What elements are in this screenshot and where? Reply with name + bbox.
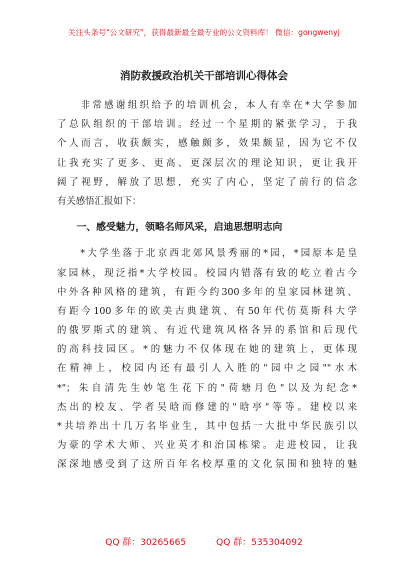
paragraph-campus — [57, 244, 357, 474]
qq-group-1: QQ 群：30265665 — [105, 538, 187, 548]
text-line: *大学坐落于北京西北郊风景秀丽的*园，*园原本是皇 — [57, 248, 357, 260]
text-line: 深深地感受到了这所百年名校厚重的文化氛围和独特的魅 — [57, 459, 357, 471]
document-body — [57, 96, 357, 475]
text-line: 有距今100多年的欧美古典建筑、有50年代仿莫斯科大学 — [57, 305, 357, 317]
text-line: 的高科技园区。*的魅力不仅体现在她的建筑上，更体现 — [57, 344, 357, 356]
text-line: 的俄罗斯式的建筑、有近代建筑风格各异的系馆和后现代 — [57, 325, 357, 337]
text-line: 杰出的校友、学者吴晗而修建的"晗亭"等等。建校以来 — [57, 401, 357, 413]
qq-group-2: QQ 群：535304092 — [216, 538, 303, 548]
text-line: 在精神上，校园内还有最引人入胜的"园中之园""水木 — [57, 363, 357, 375]
text-line: *"；朱自清先生妙笔生花下的"荷塘月色"以及为纪念* — [57, 382, 357, 394]
paragraph-intro — [57, 96, 357, 211]
text-line: 为豪的学术大师、兴业英才和治国栋梁。走进校园，让我 — [57, 440, 357, 452]
text-line: 有关感悟汇报如下： — [57, 195, 142, 207]
text-line: 了总队组织的干部培训。经过一个星期的紧张学习，于我 — [57, 119, 357, 131]
text-line: 让我充实了更多、更高、更深层次的理论知识，更让我开 — [57, 157, 357, 169]
text-line: 个人而言，收获颇实，感触颇多，效果颇显，因为它不仅 — [57, 138, 357, 150]
header-banner: 关注头条号"公文研究"，获得最新最全最专业的公文资料库！ 微信：gongwenyj — [68, 28, 340, 37]
text-line: 家园林，现泛指*大学校园。校园内错落有致的屹立着古今 — [57, 267, 357, 279]
text-line: *共培养出十几万名毕业生，其中包括一大批中华民族引以 — [57, 421, 357, 432]
document-title: 消防救援政治机关干部培训心得体会 — [120, 70, 288, 82]
section-heading: 一、感受魅力，领略名师风采，启迪思想明志向 — [57, 222, 283, 234]
footer-contacts — [0, 535, 408, 548]
text-line: 阔了视野，解放了思想，充实了内心，坚定了前行的信念 — [57, 176, 357, 188]
text-line: 非常感谢组织给予的培训机会，本人有幸在*大学参加 — [57, 100, 357, 111]
text-line: 中外各种风格的建筑，有距今约300多年的皇家园林建筑、 — [57, 286, 357, 298]
